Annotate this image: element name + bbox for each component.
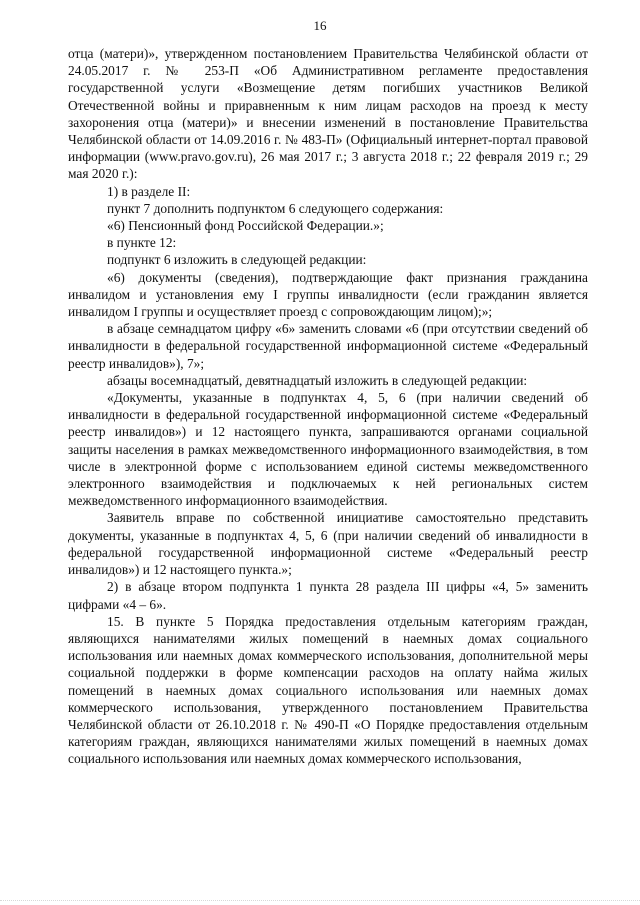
paragraph: в пункте 12:: [107, 235, 177, 251]
paragraph: абзацы восемнадцатый, девятнадцатый изложить в следующей редакции:: [107, 372, 528, 388]
document-body: [68, 45, 588, 768]
paragraph: 2) в абзаце втором подпункта 1 пункта 28 раздела III цифры «4, 5» заменить цифрами «4 – 6».: [68, 579, 588, 612]
paragraph: «6) Пенсионный фонд Российской Федерации.»;: [107, 218, 384, 234]
paragraph: «6) документы (сведения), подтверждающие факт признания гражданина инвалидом и установления ему I группы инвалидности (если гражданин является инвалидом I группы и осуществляет проезд с сопровождающим лицом);»;: [68, 269, 588, 320]
paragraph: 15. В пункте 5 Порядка предоставления отдельным категориям граждан, являющихся нанимателями жилых помещений в наемных домах социального использования или наемных домах коммерческого использования, дополнительной меры социальной поддержки в форме компенсации расходов на оплату найма жилых помещений в наемных домах социального использования или наемных домах коммерческого использования, утвержденного постановлением Правительства Челябинской области от 26.10.2018 г. № 490-П «О Порядке предоставления отдельным категориям граждан, являющихся нанимателями жилых помещений в наемных домах социального использования или наемных домах коммерческого использования,: [68, 613, 588, 767]
paragraph: Заявитель вправе по собственной инициативе самостоятельно представить документы, указанные в подпунктах 4, 5, 6 (при наличии сведений об инвалидности в федеральной государственной информационной системе «Федеральный реестр инвалидов») и 12 настоящего пункта.»;: [68, 510, 588, 578]
page-number: 16: [313, 18, 327, 33]
paragraph: 1) в разделе II:: [107, 183, 191, 199]
paragraph: отца (матери)», утвержденном постановлением Правительства Челябинской области от 24.05.2017 г. № 253-П «Об Административном регламенте предоставления государственной услуги «Возмещение детям погибших участников Великой Отечественной войны и приравненным к ним лицам расходов на проезд к месту захоронения отца (матери)» и внесении изменений в постановление Правительства Челябинской области от 14.09.2016 г. № 483-П» (Официальный интернет-портал правовой информации (www.pravo.gov.ru), 26 мая 2017 г.; 3 августа 2018 г.; 22 февраля 2019 г.; 29 мая 2020 г.):: [68, 46, 588, 182]
page-bottom-edge: [0, 900, 640, 905]
paragraph: пункт 7 дополнить подпунктом 6 следующего содержания:: [107, 200, 444, 216]
paragraph: подпункт 6 изложить в следующей редакции:: [107, 252, 367, 268]
paragraph: «Документы, указанные в подпунктах 4, 5, 6 (при наличии сведений об инвалидности в федеральной государственной информационной системе «Федеральный реестр инвалидов») и 12 настоящего пункта, запрашиваются органами социальной защиты населения в рамках межведомственного информационного взаимодействия, в том числе в электронной форме с использованием единой системы межведомственного электронного взаимодействия и подключаемых к ней региональных систем межведомственного информационного взаимодействия.: [68, 390, 588, 509]
paragraph: в абзаце семнадцатом цифру «6» заменить словами «6 (при отсутствии сведений об инвалидности в федеральной государственной информационной системе «Федеральный реестр инвалидов»), 7»;: [68, 321, 588, 371]
